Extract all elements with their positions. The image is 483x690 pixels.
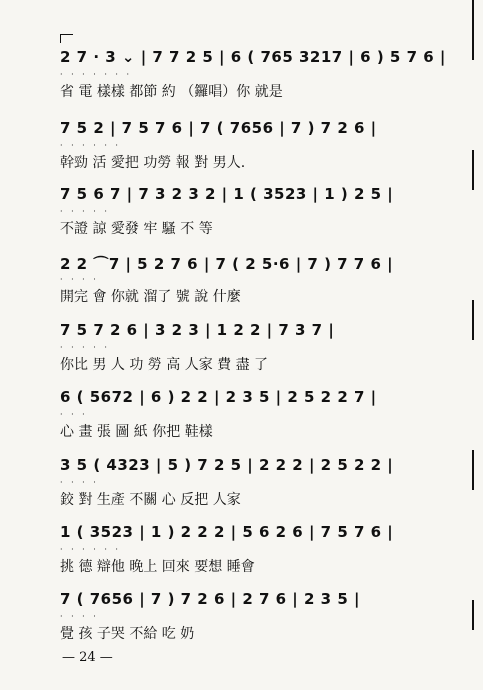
system-bracket xyxy=(60,34,73,43)
lyrics-line: 開完 會 你就 溜了 號 說 什麼 xyxy=(60,289,241,305)
music-system xyxy=(60,185,470,255)
lyrics-line: 鉸 對 生產 不關 心 反把 人家 xyxy=(60,492,241,508)
notation-line: 7 5 6 7 | 7 3 2 3 2 | 1 ( 3523 | 1 ) 2 5 | xyxy=(60,185,394,203)
page-edge-rule xyxy=(472,450,474,490)
octave-dots: · · · · · · xyxy=(60,545,121,554)
octave-dots: · · · · xyxy=(60,275,99,284)
notation-line: 7 5 2 | 7 5 7 6 | 7 ( 7656 | 7 ) 7 2 6 | xyxy=(60,119,377,137)
notation-line: 2 7 · 3 ⌄ | 7 7 2 5 | 6 ( 765 3217 | 6 ) 5 7 6 | xyxy=(60,48,446,66)
music-system xyxy=(60,456,470,526)
music-system xyxy=(60,253,470,323)
music-system xyxy=(60,48,470,118)
lyrics-line: 挑 德 辯他 晚上 回來 要想 睡會 xyxy=(60,559,255,575)
music-system xyxy=(60,119,470,189)
page-number: — 24 — xyxy=(62,650,113,665)
music-system xyxy=(60,321,470,391)
octave-dots: · · · · xyxy=(60,612,99,621)
page-edge-rule xyxy=(472,600,474,630)
octave-dots: · · · · · xyxy=(60,207,110,216)
music-system xyxy=(60,388,470,458)
octave-dots: · · · · · · xyxy=(60,141,121,150)
octave-dots: · · · xyxy=(60,410,88,419)
lyrics-line: 不證 諒 愛發 牢 騷 不 等 xyxy=(60,221,213,237)
music-system xyxy=(60,523,470,593)
notation-line: 7 5 7 2 6 | 3 2 3 | 1 2 2 | 7 3 7 | xyxy=(60,321,335,339)
page-edge-rule xyxy=(472,150,474,190)
lyrics-line: 心 畫 張 圖 紙 你把 鞋樣 xyxy=(60,424,213,440)
notation-line: 1 ( 3523 | 1 ) 2 2 2 | 5 6 2 6 | 7 5 7 6 | xyxy=(60,523,394,541)
lyrics-line: 幹勁 活 愛把 功勞 報 對 男人. xyxy=(60,155,246,171)
lyrics-line: 覺 孩 子哭 不給 吃 奶 xyxy=(60,626,195,642)
octave-dots: · · · · xyxy=(60,478,99,487)
octave-dots: · · · · · · · xyxy=(60,70,133,79)
music-system xyxy=(60,590,470,660)
lyrics-line: 省 電 樣樣 都節 約 （鑼唱）你 就是 xyxy=(60,84,283,100)
octave-dots: · · · · · xyxy=(60,343,110,352)
page-edge-rule xyxy=(472,300,474,340)
page-edge-rule xyxy=(472,0,474,60)
notation-line: 6 ( 5672 | 6 ) 2 2 | 2 3 5 | 2 5 2 2 7 | xyxy=(60,388,377,406)
notation-line: 3 5 ( 4323 | 5 ) 7 2 5 | 2 2 2 | 2 5 2 2 | xyxy=(60,456,394,474)
notation-line: 7 ( 7656 | 7 ) 7 2 6 | 2 7 6 | 2 3 5 | xyxy=(60,590,360,608)
notation-line: 2 2 ⌒7 | 5 2 7 6 | 7 ( 2 5·6 | 7 ) 7 7 6 | xyxy=(60,255,394,273)
lyrics-line: 你比 男 人 功 勞 高 人家 費 盡 了 xyxy=(60,357,269,373)
